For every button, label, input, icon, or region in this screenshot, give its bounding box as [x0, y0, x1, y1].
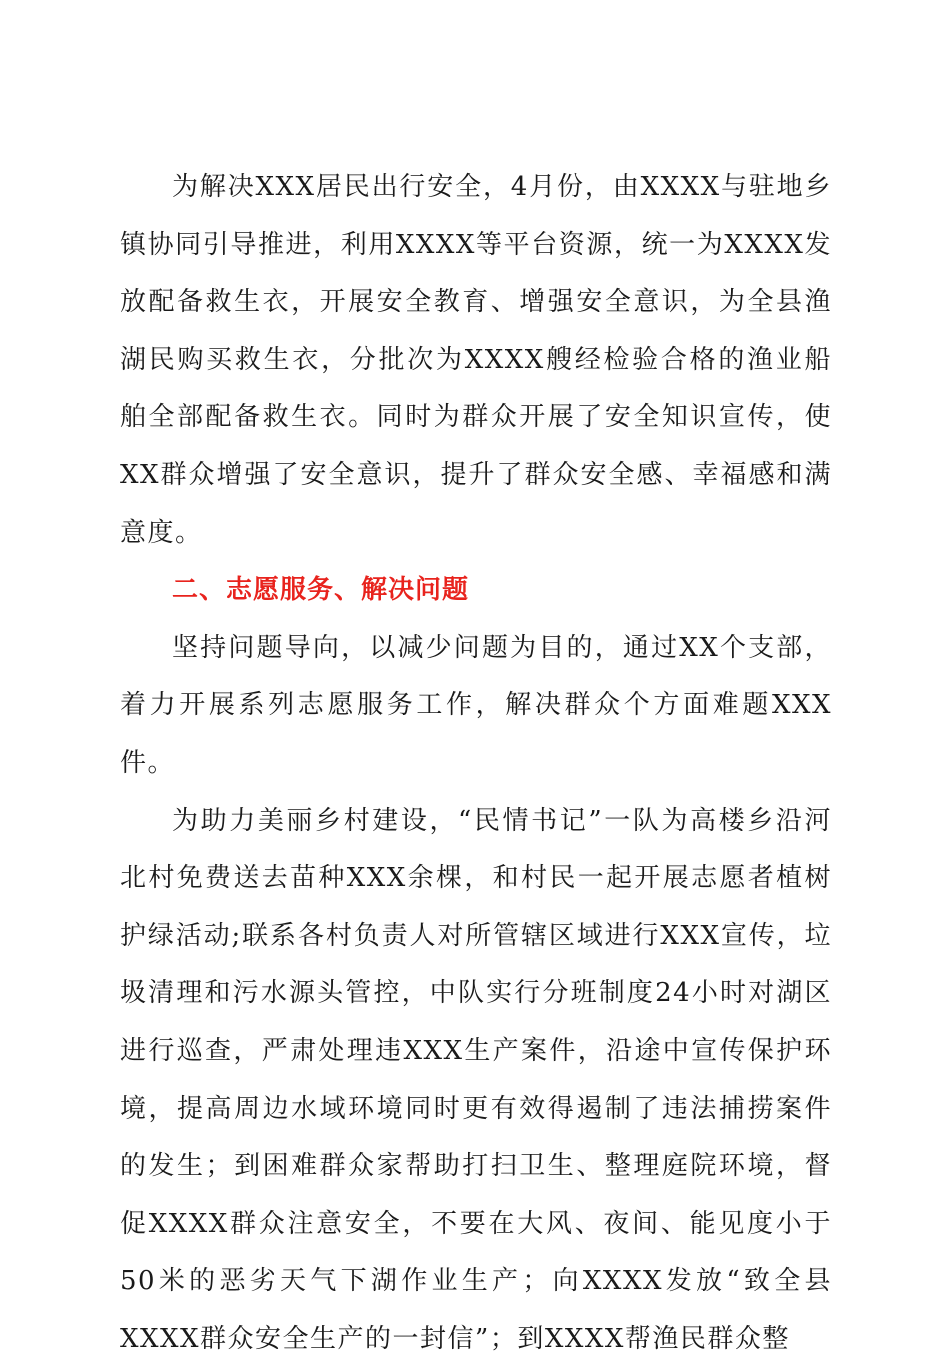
document-body — [120, 159, 832, 1368]
paragraph-safety-lifejackets: 为解决XXX居民出行安全，4月份，由XXXX与驻地乡镇协同引导推进，利用XXXX等平台资源，统一为XXXX发放配备救生衣，开展安全教育、增强安全意识，为全县渔湖民购买救生衣，分批次为XXXX艘经检验合格的渔业船舶全部配备救生衣。同时为群众开展了安全知识宣传，使XX群众增强了安全意识，提升了群众安全感、幸福感和满意度。 — [120, 172, 832, 548]
section-heading-volunteer-service: 二、志愿服务、解决问题 — [172, 575, 470, 606]
paragraph-rural-construction: 为助力美丽乡村建设，“民情书记”一队为高楼乡沿河北村免费送去苗种XXX余棵，和村民一起开展志愿者植树护绿活动;联系各村负责人对所管辖区域进行XXX宣传，垃圾清理和污水源头管控，中队实行分班制度24小时对湖区进行巡查，严肃处理违XXX生产案件，沿途中宣传保护环境，提高周边水域环境同时更有效得遏制了违法捕捞案件的发生；到困难群众家帮助打扫卫生、整理庭院环境，督促XXXX群众注意安全，不要在大风、夜间、能见度小于50米的恶劣天气下湖作业生产；向XXXX发放“致全县XXXX群众安全生产的一封信”；到XXXX帮渔民群众整 — [120, 805, 832, 1354]
paragraph-problem-orientation: 坚持问题导向，以减少问题为目的，通过XX个支部，着力开展系列志愿服务工作，解决群众个方面难题XXX件。 — [120, 632, 832, 778]
